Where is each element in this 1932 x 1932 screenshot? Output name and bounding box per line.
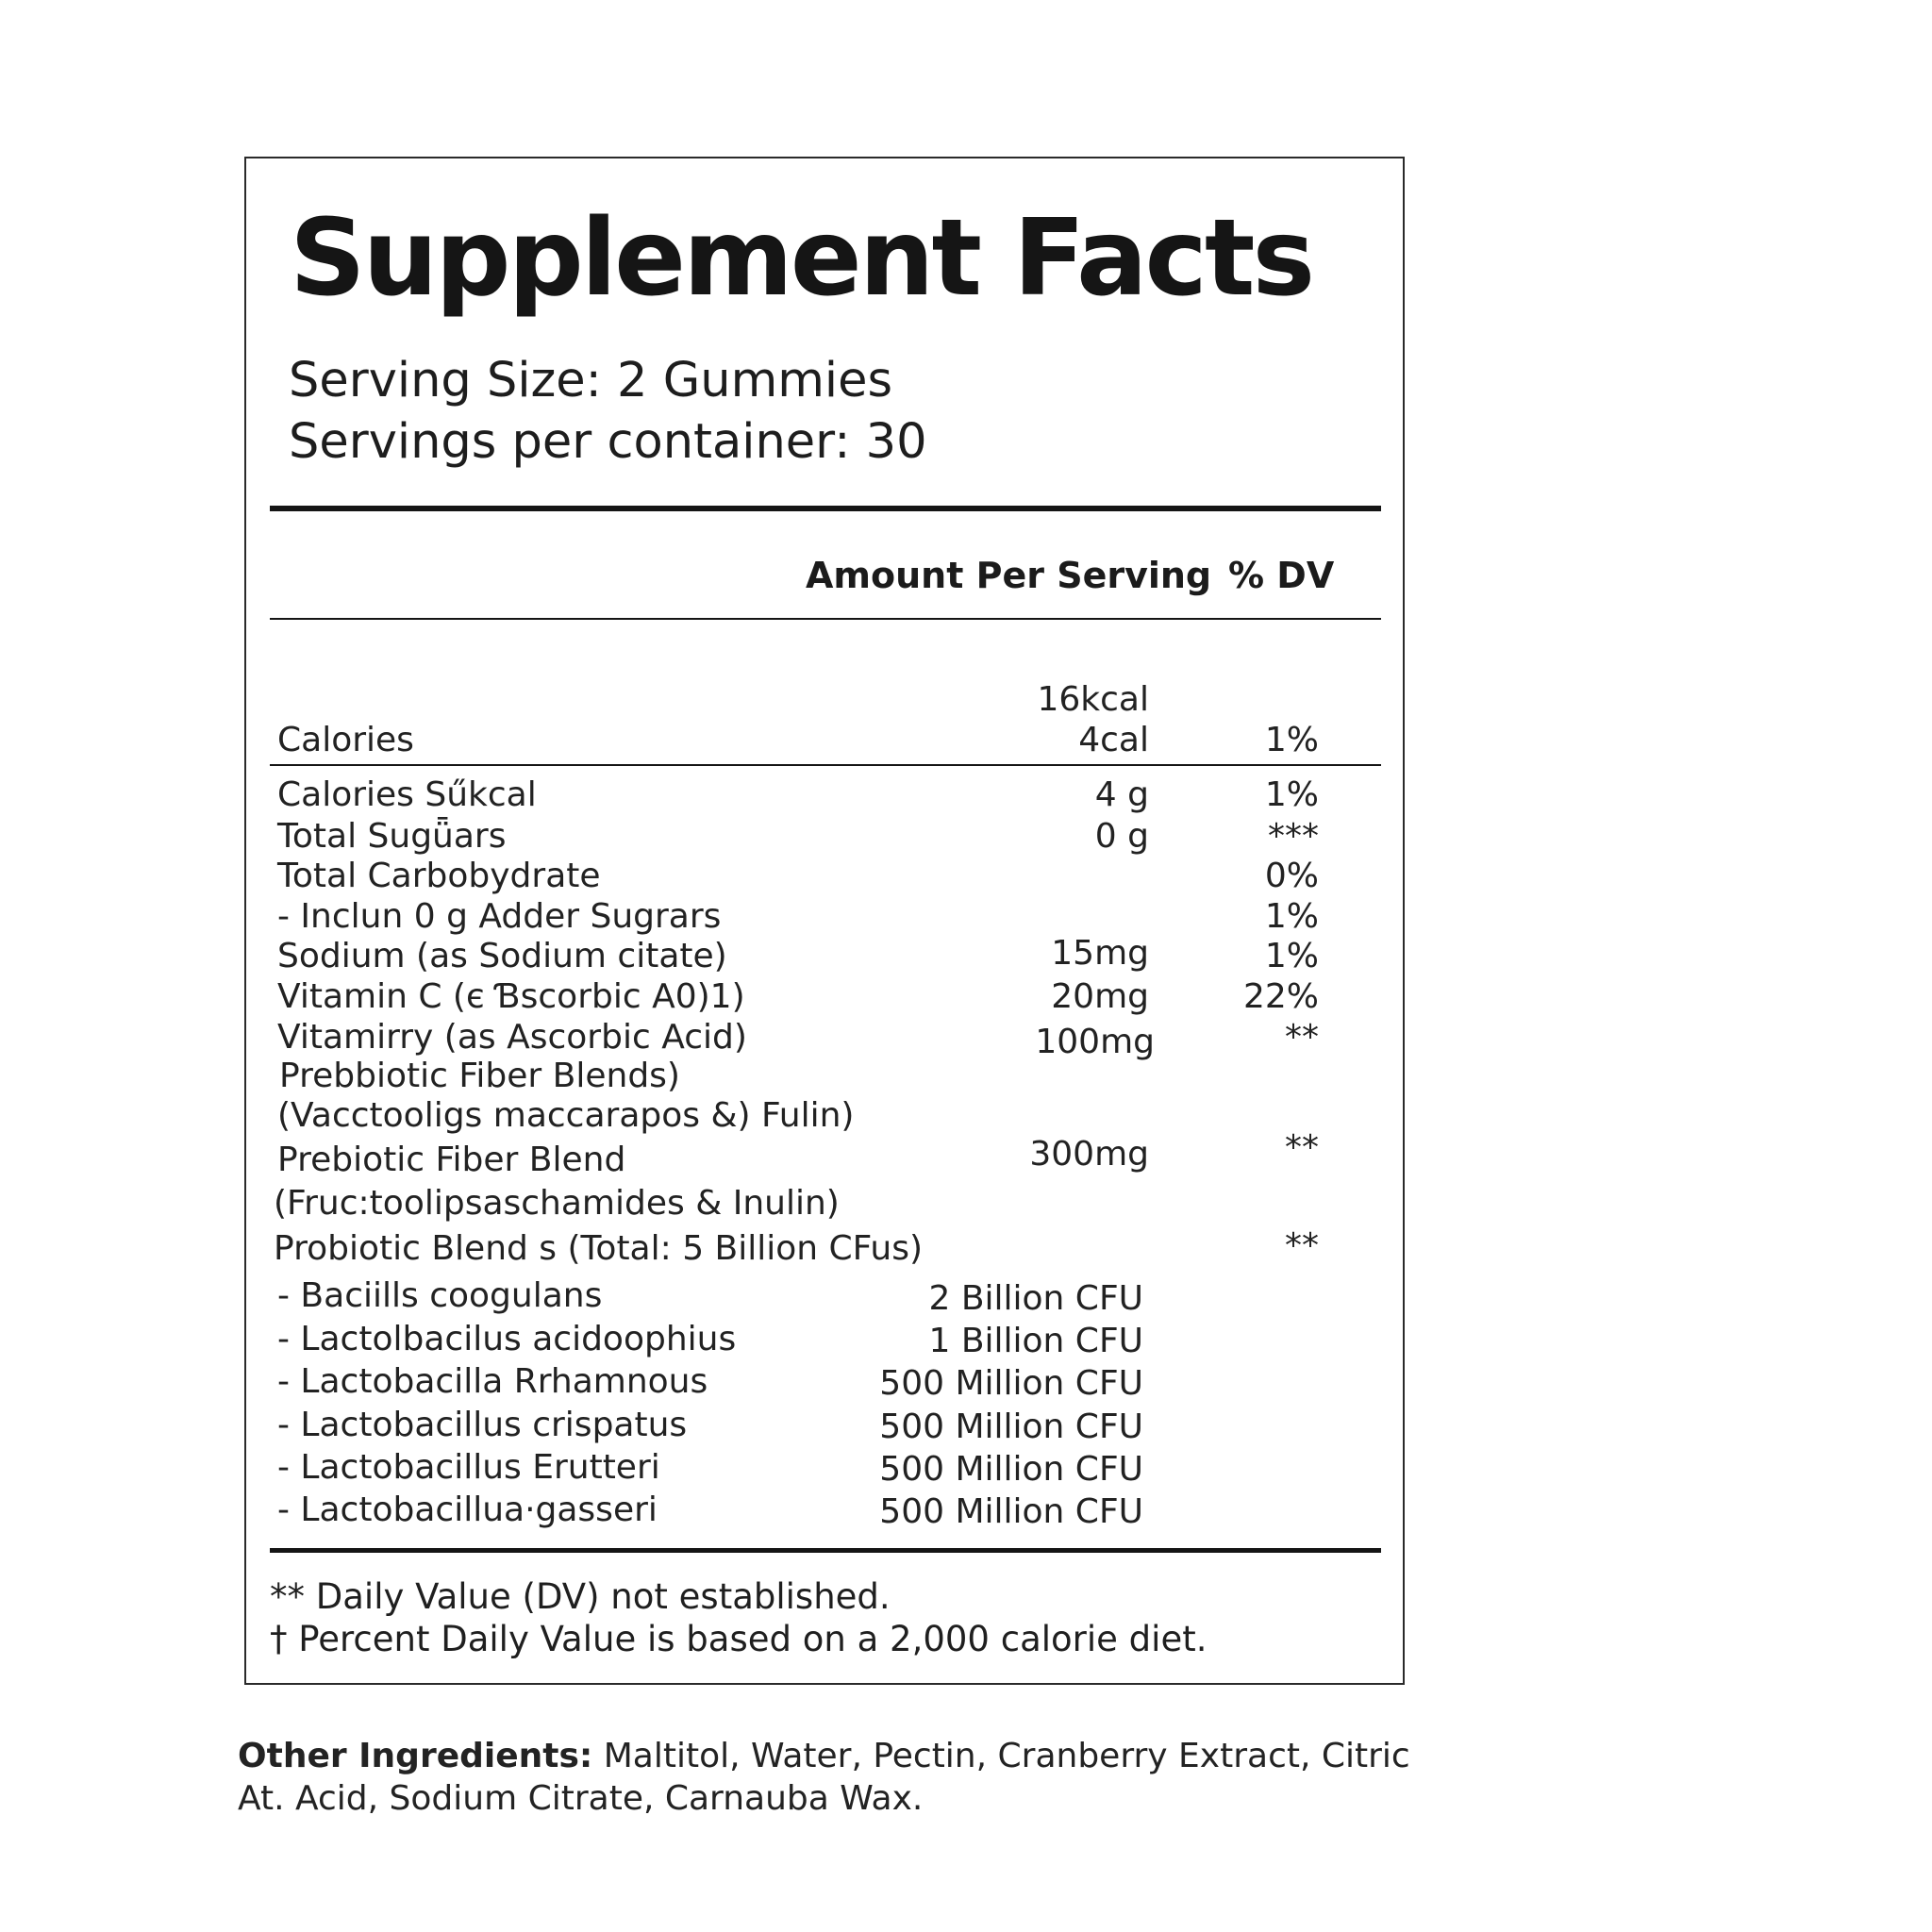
thick-divider: [270, 506, 1381, 511]
calories-amount: 4cal: [1078, 721, 1149, 759]
footnote-dv-not-established: ** Daily Value (DV) not established.: [270, 1576, 891, 1617]
nutrient-name: (Vacctooligs maccarapos &) Fulin): [277, 1096, 855, 1135]
calories-dv: 1%: [1264, 721, 1319, 759]
probiotic-amount: 500 Million CFU: [879, 1492, 1143, 1531]
serving-size: Serving Size: 2 Gummies: [289, 353, 893, 408]
calories-divider: [270, 764, 1381, 766]
nutrient-amount: 100mg: [1035, 1023, 1155, 1061]
nutrient-dv: 1%: [1264, 775, 1319, 814]
nutrient-name: Prebiotic Fiber Blend: [277, 1141, 626, 1179]
nutrient-amount: 300mg: [1029, 1135, 1149, 1174]
probiotic-strain: - Lactobacillus Erutteri: [277, 1448, 660, 1487]
probiotic-strain: - Lactobacillus crispatus: [277, 1406, 688, 1444]
other-ingredients-label: Other Ingredients:: [238, 1737, 593, 1775]
probiotic-strain: - Lactobacilla Rrhamnous: [277, 1362, 708, 1401]
nutrient-name: Total Sugǖars: [277, 817, 507, 856]
nutrient-dv: **: [1285, 1128, 1319, 1167]
panel-title: Supplement Facts: [290, 197, 1313, 320]
nutrient-amount: 15mg: [1051, 934, 1149, 973]
nutrient-name: Vitamin C (є Ɓscorbic A0)1): [277, 977, 745, 1016]
nutrient-name: Sodium (as Sodium citate): [277, 937, 727, 975]
header-divider: [270, 618, 1381, 620]
header-amount-per-serving: Amount Per Serving: [806, 555, 1212, 596]
probiotic-strain: - Lactobacillua·gasseri: [277, 1491, 658, 1529]
nutrient-dv: 1%: [1264, 937, 1319, 975]
probiotic-amount: 500 Million CFU: [879, 1407, 1143, 1446]
nutrient-name: Total Carbobydrate: [277, 857, 601, 895]
nutrient-dv: 22%: [1242, 977, 1319, 1016]
other-ingredients: [238, 1735, 1417, 1820]
nutrient-name: Vitamirry (as Ascorbic Acid): [277, 1018, 747, 1057]
footnote-percent-dv: † Percent Daily Value is based on a 2,000 calorie diet.: [270, 1619, 1208, 1659]
nutrient-dv: 0%: [1264, 857, 1319, 895]
nutrient-name: Prebbiotic Fiber Blends): [279, 1057, 680, 1095]
calories-amount-top: 16kcal: [1037, 680, 1149, 719]
nutrient-amount: 0 g: [1094, 817, 1149, 856]
probiotic-amount: 2 Billion CFU: [928, 1279, 1143, 1318]
nutrient-amount: 4 g: [1094, 775, 1149, 814]
nutrient-name: Probiotic Blend s (Total: 5 Billion CFus): [274, 1229, 924, 1268]
nutrient-name: Calories Sűkcal: [277, 775, 537, 814]
nutrient-name: - Inclun 0 g Adder Sugrars: [277, 897, 722, 936]
nutrient-dv: **: [1285, 1018, 1319, 1057]
probiotic-strain: - Lactolbacilus acidoophius: [277, 1320, 737, 1358]
nutrient-amount: 20mg: [1051, 977, 1149, 1016]
nutrient-dv: **: [1285, 1226, 1319, 1265]
probiotic-amount: 500 Million CFU: [879, 1364, 1143, 1403]
header-percent-dv: % DV: [1228, 555, 1335, 596]
servings-per-container: Servings per container: 30: [289, 414, 927, 470]
probiotic-amount: 1 Billion CFU: [928, 1322, 1143, 1360]
nutrient-name: (Fruc:toolipsaschamides & Inulin): [274, 1184, 840, 1223]
probiotic-strain: - Baciills coogulans: [277, 1276, 603, 1315]
nutrient-dv: ***: [1268, 817, 1319, 856]
other-ingredients-text: Maltitol, Water, Pectin, Cranberry Extract, Citric At. Acid, Sodium Citrate, Carnauba Wax.: [238, 1737, 1410, 1818]
calories-label: Calories: [277, 721, 414, 759]
nutrient-dv: 1%: [1264, 897, 1319, 936]
bottom-thick-divider: [270, 1548, 1381, 1553]
probiotic-amount: 500 Million CFU: [879, 1450, 1143, 1489]
